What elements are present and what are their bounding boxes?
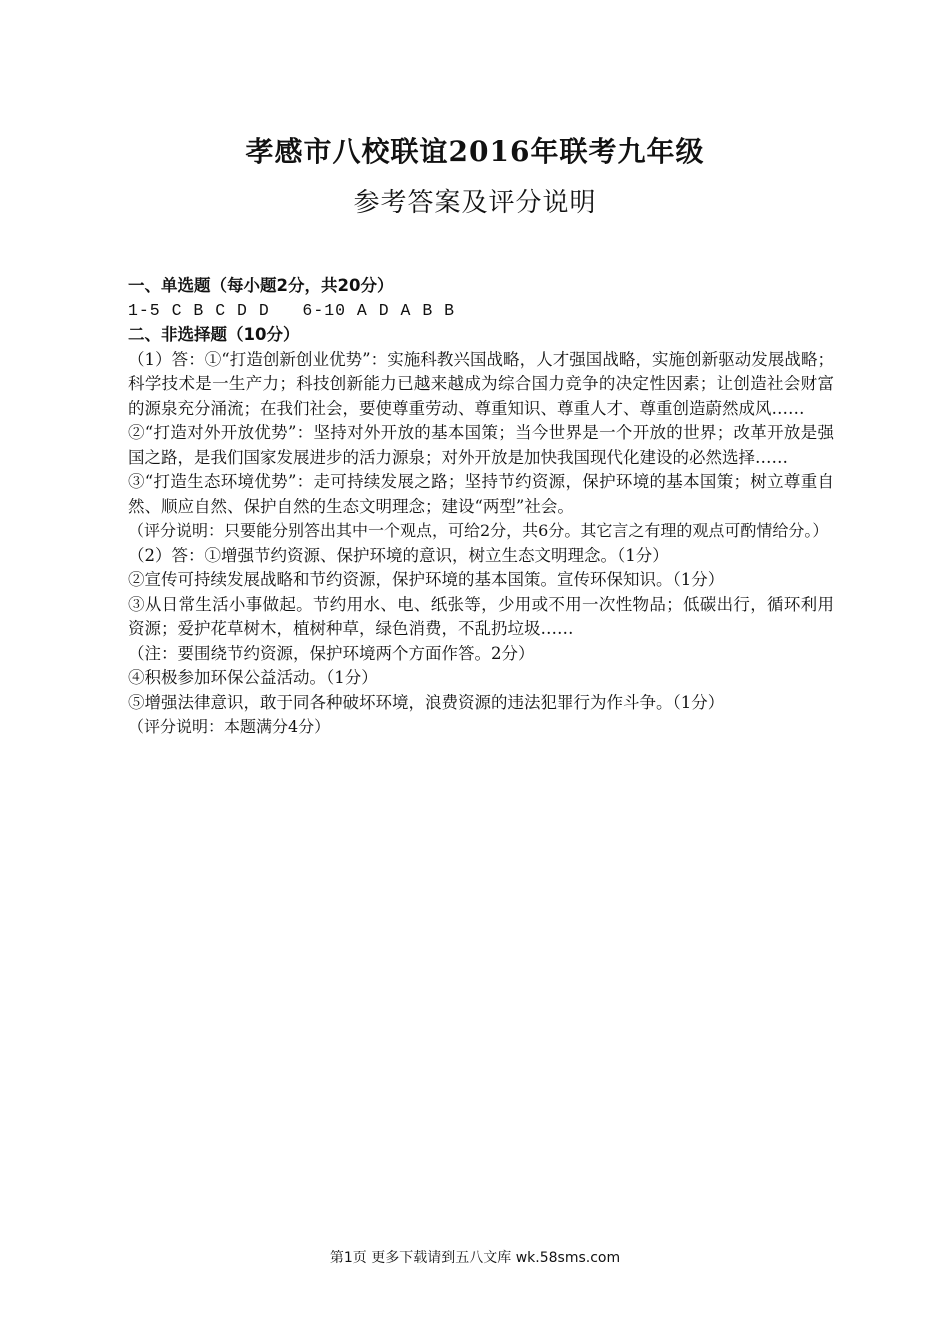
q2-answer-point-4: ④积极参加环保公益活动。（1分）: [128, 668, 378, 687]
q2-answer-point-3-note: （注：要围绕节约资源，保护环境两个方面作答。2分）: [128, 643, 535, 663]
q2-scoring-note: （评分说明：本题满分4分）: [128, 717, 331, 736]
page-footer: 第1页 更多下载请到五八文库 wk.58sms.com: [329, 1250, 621, 1266]
q1-answer-point-2: ②“打造对外开放优势”：坚持对外开放的基本国策；当今世界是一个开放的世界；改革开放是强国之路，是我们国家发展进步的活力源泉；对外开放是加快我国现代化建设的必然选择……: [128, 423, 834, 467]
q2-answer-point-5: ⑤增强法律意识，敢于同各种破坏环境，浪费资源的违法犯罪行为作斗争。（1分）: [128, 692, 725, 712]
single-choice-answers: 1-5 C B C D D 6-10 A D A B B: [128, 300, 456, 320]
q2-answer-point-1: （2）答：①增强节约资源、保护环境的意识，树立生态文明理念。（1分）: [128, 545, 669, 565]
answer-body: [128, 274, 834, 740]
q2-answer-point-3: ③从日常生活小事做起。节约用水、电、纸张等，少用或不用一次性物品；低碳出行，循环利用资源；爱护花草树木，植树种草，绿色消费，不乱扔垃圾……: [128, 594, 834, 638]
q1-answer-point-1: （1）答：①“打造创新创业优势”：实施科教兴国战略，人才强国战略，实施创新驱动发展战略；科学技术是一生产力；科技创新能力已越来越成为综合国力竞争的决定性因素；让创造社会财富的源泉充分涌流；在我们社会，要使尊重劳动、尊重知识、尊重人才、尊重创造蔚然成风……: [128, 349, 834, 418]
q1-scoring-note: （评分说明：只要能分别答出其中一个观点，可给2分，共6分。其它言之有理的观点可酌情给分。）: [128, 521, 829, 540]
document-title: 孝感市八校联谊2016年联考九年级: [245, 135, 705, 168]
document-subtitle: 参考答案及评分说明: [353, 188, 597, 218]
q1-answer-point-3: ③“打造生态环境优势”：走可持续发展之路；坚持节约资源，保护环境的基本国策；树立尊重自然、顺应自然、保护自然的生态文明理念；建设“两型”社会。: [128, 472, 834, 516]
non-choice-heading: 二、非选择题（10分）: [128, 325, 300, 344]
q2-answer-point-2: ②宣传可持续发展战略和节约资源，保护环境的基本国策。宣传环保知识。（1分）: [128, 570, 725, 589]
single-choice-heading: 一、单选题（每小题2分，共20分）: [128, 276, 394, 295]
